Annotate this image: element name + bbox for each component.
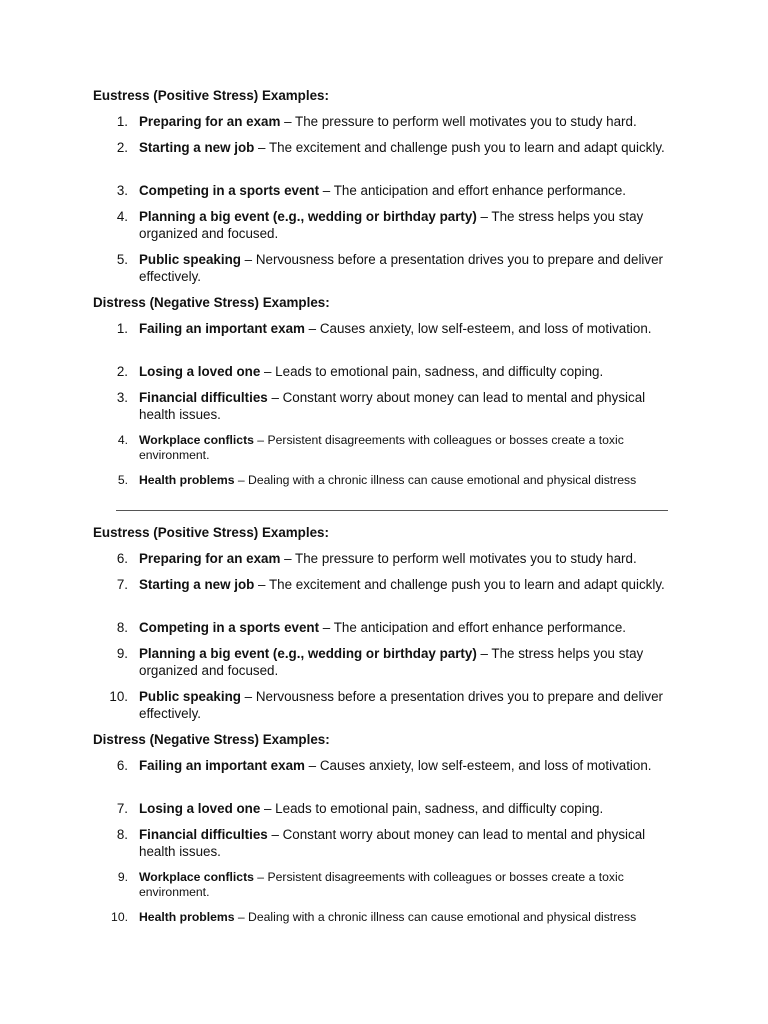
item-term: Planning a big event (e.g., wedding or birthday party) (139, 646, 477, 661)
item-number: 6. (116, 551, 128, 566)
item-number: 9. (116, 646, 128, 661)
item-term: Starting a new job (139, 577, 255, 592)
item-description: – The pressure to perform well motivates you to study hard. (280, 551, 637, 566)
item-description: – Persistent disagreements with colleagues or bosses create a toxic environment. (139, 433, 624, 462)
item-description: – Nervousness before a presentation drives you to prepare and deliver effectively. (139, 252, 664, 284)
item-number: 2. (116, 140, 128, 155)
item-number: 7. (116, 801, 128, 816)
item-description: – The excitement and challenge push you to learn and adapt quickly. (254, 140, 665, 155)
item-description: – Causes anxiety, low self-esteem, and loss of motivation. (304, 321, 652, 336)
distress-heading: Distress (Negative Stress) Examples: (93, 295, 330, 310)
item-term: Losing a loved one (139, 364, 261, 379)
item-description: – Constant worry about money can lead to mental and physical health issues. (139, 390, 646, 422)
eustress-heading: Eustress (Positive Stress) Examples: (93, 88, 329, 103)
item-number: 3. (116, 390, 128, 405)
item-description: – Leads to emotional pain, sadness, and difficulty coping. (260, 801, 604, 816)
item-description: – The stress helps you stay organized and focused. (139, 646, 644, 678)
item-term: Failing an important exam (139, 321, 305, 336)
item-term: Financial difficulties (139, 827, 268, 842)
item-number: 4. (116, 209, 128, 224)
item-description: – The anticipation and effort enhance performance. (319, 620, 627, 635)
item-term: Competing in a sports event (139, 183, 320, 198)
item-number: 8. (116, 620, 128, 635)
item-description: – The excitement and challenge push you to learn and adapt quickly. (254, 577, 665, 592)
item-description: – Causes anxiety, low self-esteem, and loss of motivation. (304, 758, 652, 773)
item-term: Preparing for an exam (139, 551, 281, 566)
item-number: 9. (117, 870, 128, 884)
item-number: 1. (116, 114, 128, 129)
item-term: Preparing for an exam (139, 114, 281, 129)
item-term: Public speaking (139, 689, 241, 704)
item-term: Public speaking (139, 252, 241, 267)
item-number: 2. (116, 364, 128, 379)
item-term: Health problems (139, 473, 235, 487)
item-number: 10. (111, 910, 128, 924)
item-number: 5. (116, 252, 128, 267)
item-number: 3. (116, 183, 128, 198)
item-number: 6. (116, 758, 128, 773)
item-description: – Persistent disagreements with colleagues or bosses create a toxic environment. (139, 870, 624, 899)
item-description: – Leads to emotional pain, sadness, and difficulty coping. (260, 364, 604, 379)
item-term: Planning a big event (e.g., wedding or birthday party) (139, 209, 477, 224)
item-description: – Dealing with a chronic illness can cause emotional and physical distress (234, 910, 637, 924)
item-term: Workplace conflicts (139, 870, 254, 884)
item-description: – Constant worry about money can lead to mental and physical health issues. (139, 827, 646, 859)
item-description: – Dealing with a chronic illness can cause emotional and physical distress (234, 473, 637, 487)
item-number: 8. (116, 827, 128, 842)
item-term: Losing a loved one (139, 801, 261, 816)
item-term: Failing an important exam (139, 758, 305, 773)
item-number: 1. (116, 321, 128, 336)
item-term: Starting a new job (139, 140, 255, 155)
item-description: – Nervousness before a presentation drives you to prepare and deliver effectively. (139, 689, 664, 721)
item-term: Financial difficulties (139, 390, 268, 405)
item-number: 10. (109, 689, 128, 704)
item-number: 5. (117, 473, 128, 487)
item-number: 4. (117, 433, 128, 447)
item-term: Competing in a sports event (139, 620, 320, 635)
item-term: Health problems (139, 910, 235, 924)
item-description: – The stress helps you stay organized and focused. (139, 209, 644, 241)
horizontal-divider (116, 510, 668, 511)
item-number: 7. (116, 577, 128, 592)
distress-heading: Distress (Negative Stress) Examples: (93, 732, 330, 747)
item-description: – The anticipation and effort enhance performance. (319, 183, 627, 198)
item-term: Workplace conflicts (139, 433, 254, 447)
eustress-heading: Eustress (Positive Stress) Examples: (93, 525, 329, 540)
item-description: – The pressure to perform well motivates you to study hard. (280, 114, 637, 129)
